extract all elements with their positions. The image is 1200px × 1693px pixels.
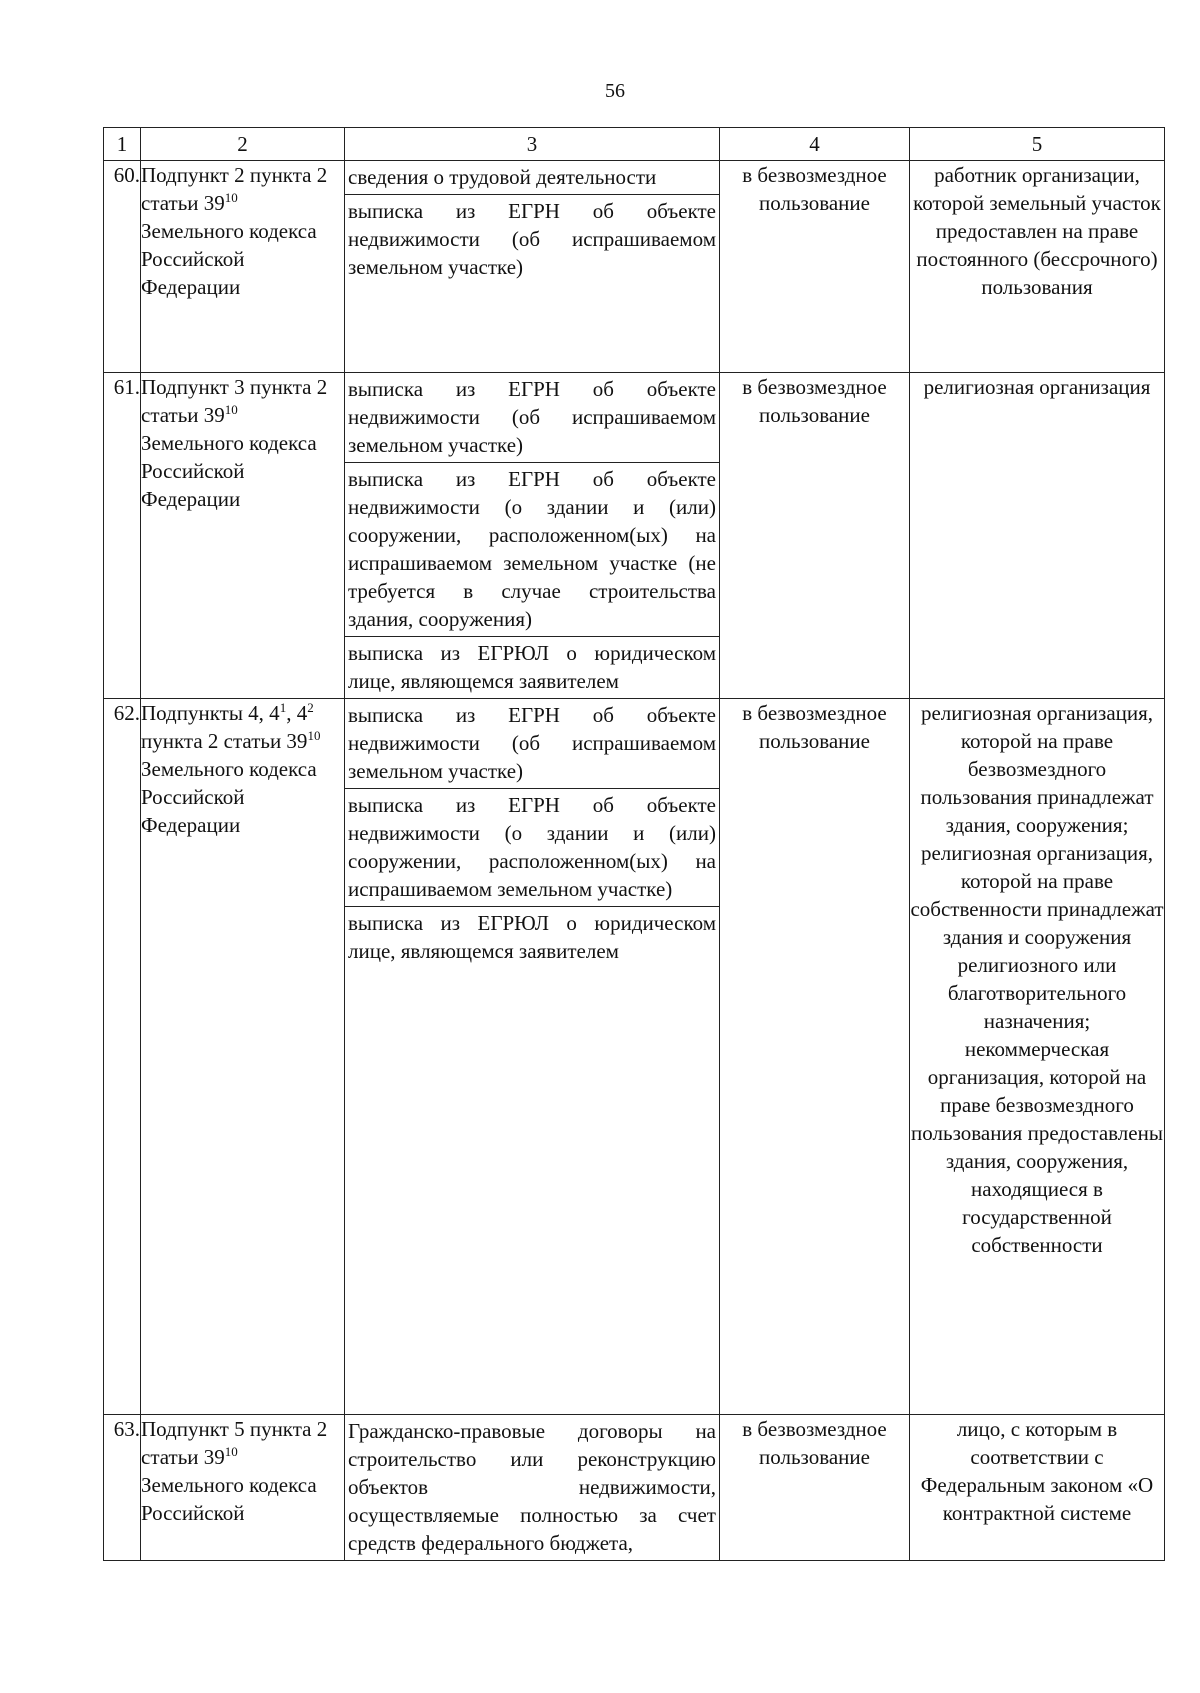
legal-basis-superscript: 1 — [279, 700, 287, 715]
table-row — [104, 699, 1165, 1415]
document-item: выписка из ЕГРЮЛ о юридическом лице, являющемся заявителем — [348, 641, 716, 693]
provision-form: в безвозмездное пользование — [720, 373, 910, 699]
provision-form: в безвозмездное пользование — [720, 699, 910, 1415]
legal-basis — [141, 161, 345, 373]
document-item: Гражданско-правовые договоры на строительство или реконструкцию объектов недвижимости, осуществляемые полностью за счет средств федерального бюджета, — [348, 1419, 716, 1555]
table-row — [104, 1415, 1165, 1561]
document-item: выписка из ЕГРН об объекте недвижимости (об испрашиваемом земельном участке) — [348, 199, 716, 279]
legal-basis-superscript: 10 — [224, 1444, 238, 1459]
document-item: выписка из ЕГРН об объекте недвижимости (о здании и (или) сооружении, расположенном(ых) на испрашиваемом земельном участке) — [345, 789, 719, 907]
provision-form: в безвозмездное пользование — [720, 161, 910, 373]
header-cell-2: 2 — [141, 128, 345, 161]
row-number: 60. — [104, 161, 141, 373]
legal-basis — [141, 373, 345, 699]
document-item: выписка из ЕГРН об объекте недвижимости (об испрашиваемом земельном участке) — [345, 373, 719, 463]
row-number: 63. — [104, 1415, 141, 1561]
legal-basis-text: Земельного кодекса Российской Федерации — [141, 431, 317, 511]
applicant-category: религиозная организация — [910, 373, 1165, 699]
legal-basis — [141, 1415, 345, 1561]
legal-basis-text: Земельного кодекса Российской Федерации — [141, 757, 317, 837]
legal-basis-text: Подпункт 3 пункта 2 статьи 39 — [141, 375, 328, 427]
header-cell-1: 1 — [104, 128, 141, 161]
document-item: выписка из ЕГРН об объекте недвижимости (об испрашиваемом земельном участке) — [345, 699, 719, 789]
legal-basis-superscript: 10 — [224, 402, 238, 417]
documents-cell — [345, 699, 720, 1415]
legal-basis-text: Земельного кодекса Российской Федерации — [141, 219, 317, 299]
legal-basis-superscript: 2 — [307, 700, 314, 715]
legal-basis — [141, 699, 345, 1415]
header-cell-3: 3 — [345, 128, 720, 161]
applicant-category: лицо, с которым в соответствии с Федеральным законом «О контрактной системе — [910, 1415, 1165, 1561]
provision-form: в безвозмездное пользование — [720, 1415, 910, 1561]
documents-table — [103, 127, 1165, 1561]
legal-basis-superscript: 10 — [224, 190, 238, 205]
document-item: выписка из ЕГРЮЛ о юридическом лице, являющемся заявителем — [348, 911, 716, 963]
documents-cell — [345, 373, 720, 699]
legal-basis-text: Подпункты 4, 4 — [141, 701, 280, 725]
applicant-category: работник организации, которой земельный участок предоставлен на праве постоянного (бессрочного) пользования — [910, 161, 1165, 373]
legal-basis-superscript: 10 — [307, 728, 321, 743]
table-row — [104, 373, 1165, 699]
legal-basis-text: Подпункт 2 пункта 2 статьи 39 — [141, 163, 328, 215]
document-item: выписка из ЕГРН об объекте недвижимости (о здании и (или) сооружении, расположенном(ых) на испрашиваемом земельном участке (не требуется в случае строительства здания, сооружения) — [345, 463, 719, 637]
row-number: 61. — [104, 373, 141, 699]
legal-basis-text: , 4 — [286, 701, 308, 725]
header-row — [104, 128, 1165, 161]
legal-basis-text: пункта 2 статьи 39 — [141, 729, 308, 753]
row-number: 62. — [104, 699, 141, 1415]
header-cell-5: 5 — [910, 128, 1165, 161]
document-item: сведения о трудовой деятельности — [345, 161, 719, 195]
legal-basis-text: Подпункт 5 пункта 2 статьи 39 — [141, 1417, 328, 1469]
documents-cell — [345, 161, 720, 373]
applicant-category: религиозная организация, которой на праве безвозмездного пользования принадлежат здания, сооружения; религиозная организация, которой на праве собственности принадлежат здания и сооружения религиозного или благотворительного назначения; некоммерческая организация, которой на праве безвозмездного пользования предоставлены здания, сооружения, находящиеся в государственной собственности — [910, 699, 1165, 1415]
table-row — [104, 161, 1165, 373]
header-cell-4: 4 — [720, 128, 910, 161]
page-number: 56 — [605, 80, 625, 102]
documents-cell — [345, 1415, 720, 1561]
legal-basis-text: Земельного кодекса Российской — [141, 1473, 317, 1525]
